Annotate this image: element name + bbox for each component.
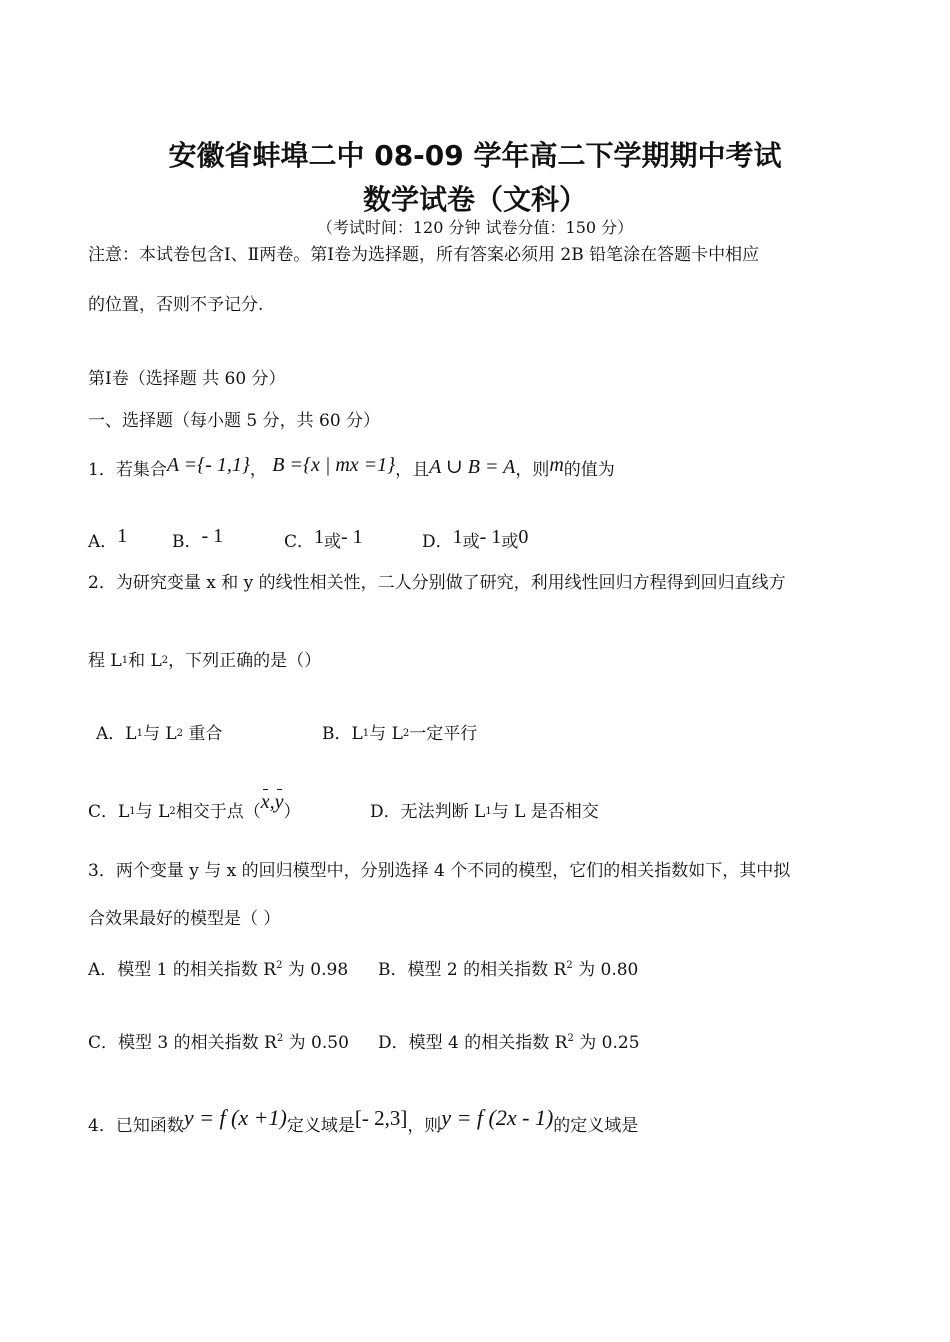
q2-option-a-sub1: 1 [136,728,143,739]
q1-option-a: 1 [117,525,128,547]
q1-variable: m [549,454,564,476]
q1-mid: ，且 [395,460,430,480]
q3-option-a-pre: A．模型 1 的相关指数 R [88,960,277,980]
q2-option-b-mid: 与 L [369,724,403,744]
q3-option-a-sup: 2 [276,960,283,971]
q2-options-cd [88,791,599,826]
q3-option-d-post: 为 0.25 [579,1033,640,1053]
q1-option-c-or: 或 [324,532,342,552]
q1-option-d-or1: 或 [462,532,480,552]
q2-option-c-post: 相交于点（ [175,802,261,822]
q2-option-b-post: 一定平行 [409,724,478,744]
q3-options-cd [88,1032,640,1057]
question-3-line-1: 3．两个变量 y 与 x 的回归模型中，分别选择 4 个不同的模型，它们的相关指数如下，其中拟 [88,861,791,881]
q2-option-a-mid: 与 L [142,724,177,744]
q1-condition: A ∪ B = A [429,456,516,478]
q1-option-b: - 1 [201,525,224,547]
q1-prefix: 1．若集合 [88,460,167,480]
q2-l2-index: 2 [161,655,169,666]
q1-option-c-label: C． [284,532,315,552]
q1-set-b: B ={x | mx =1} [272,454,396,476]
q1-option-d-label: D． [422,532,453,552]
q2-option-a-sub2: 2 [176,728,184,739]
q4-mid-2: ，则 [407,1116,442,1136]
q1-set-a: A ={- 1,1} [166,454,250,476]
q3-option-d-pre: D．模型 4 的相关指数 R [378,1033,568,1053]
notice-line-1: 注意：本试卷包含Ⅰ、Ⅱ两卷。第Ⅰ卷为选择题，所有答案必须用 2B 铅笔涂在答题卡中相应 [88,245,760,265]
q2-mean-x: x [260,791,270,813]
q2-option-c-sub1: 1 [129,806,136,817]
q1-comma: ， [249,460,267,480]
q2-option-b-sub1: 1 [362,728,370,739]
q2-option-d-sub1: 1 [485,806,492,817]
q4-prefix: 4．已知函数 [88,1116,184,1136]
exam-info: （考试时间：120 分钟 试卷分值：150 分） [316,218,634,237]
q2-option-d-pre: D．无法判断 L [370,802,486,822]
q2-option-c-sub2: 2 [169,806,176,817]
q2-text-b: 和 L [128,651,162,671]
q2-option-b-pre: B．L [322,724,363,744]
q3-options-ab [88,959,638,984]
q1-option-d-val3: 0 [518,526,529,548]
q2-l1-index: 1 [121,655,129,666]
q2-option-c-pre: C．L [88,802,130,822]
question-2-line-2 [88,650,321,675]
q2-option-c-close: ） [283,802,301,822]
q3-option-d-sup: 2 [567,1033,574,1044]
section-heading: 一、选择题（每小题 5 分，共 60 分） [88,411,381,431]
q1-option-c-val1: 1 [314,526,325,548]
q1-option-b-label: B． [172,532,202,552]
q4-function-1: y = f (x +1) [183,1105,287,1130]
q2-option-b-sub2: 2 [402,728,410,739]
question-3-line-2: 合效果最好的模型是（ ） [88,909,281,929]
exam-subject-title: 数学试卷（文科） [362,183,587,216]
q3-option-a-post: 为 0.98 [287,960,349,980]
q1-option-d-or2: 或 [501,532,519,552]
q1-option-d-val2: - 1 [479,526,502,548]
q1-option-c-val2: - 1 [341,526,363,548]
q4-mid-1: 定义域是 [286,1116,355,1136]
q1-mid2: ，则 [515,460,550,480]
q1-suffix: 的值为 [563,460,615,480]
q2-text-c: ，下列正确的是（） [168,651,322,671]
question-1 [88,454,615,481]
q3-option-b-post: 为 0.80 [578,960,639,980]
q2-text-a: 程 L [88,651,122,671]
q4-domain: [- 2,3] [354,1106,408,1130]
q4-suffix: 的定义域是 [553,1116,639,1136]
exam-title: 安徽省蚌埠二中 08-09 学年高二下学期期中考试 [168,139,782,172]
q2-mean-y: y [274,791,284,813]
q2-mean-comma: , [269,791,275,813]
question-4 [88,1105,639,1137]
q4-function-2: y = f (2x - 1) [441,1105,554,1130]
q3-option-c-post: 为 0.50 [288,1033,349,1053]
q1-option-a-label: A． [88,532,118,552]
notice-line-2: 的位置，否则不予记分. [88,295,264,315]
q1-option-d-val1: 1 [452,526,463,548]
q2-option-a-pre: A．L [96,724,137,744]
q2-option-c-mid: 与 L [135,802,170,822]
question-2-line-1: 2．为研究变量 x 和 y 的线性相关性，二人分别做了研究，利用线性回归方程得到回归直线方 [88,573,786,593]
q1-options [88,525,529,553]
q2-options-ab [96,723,477,748]
q3-option-b-sup: 2 [566,960,573,971]
q3-option-c-sup: 2 [276,1033,284,1044]
q3-option-b-pre: B．模型 2 的相关指数 R [378,960,567,980]
q3-option-c-pre: C．模型 3 的相关指数 R [88,1033,277,1053]
q2-option-a-post: 重合 [183,724,223,744]
part1-heading: 第Ⅰ卷（选择题 共 60 分） [88,369,286,389]
q2-option-d-post: 与 L 是否相交 [491,802,599,822]
